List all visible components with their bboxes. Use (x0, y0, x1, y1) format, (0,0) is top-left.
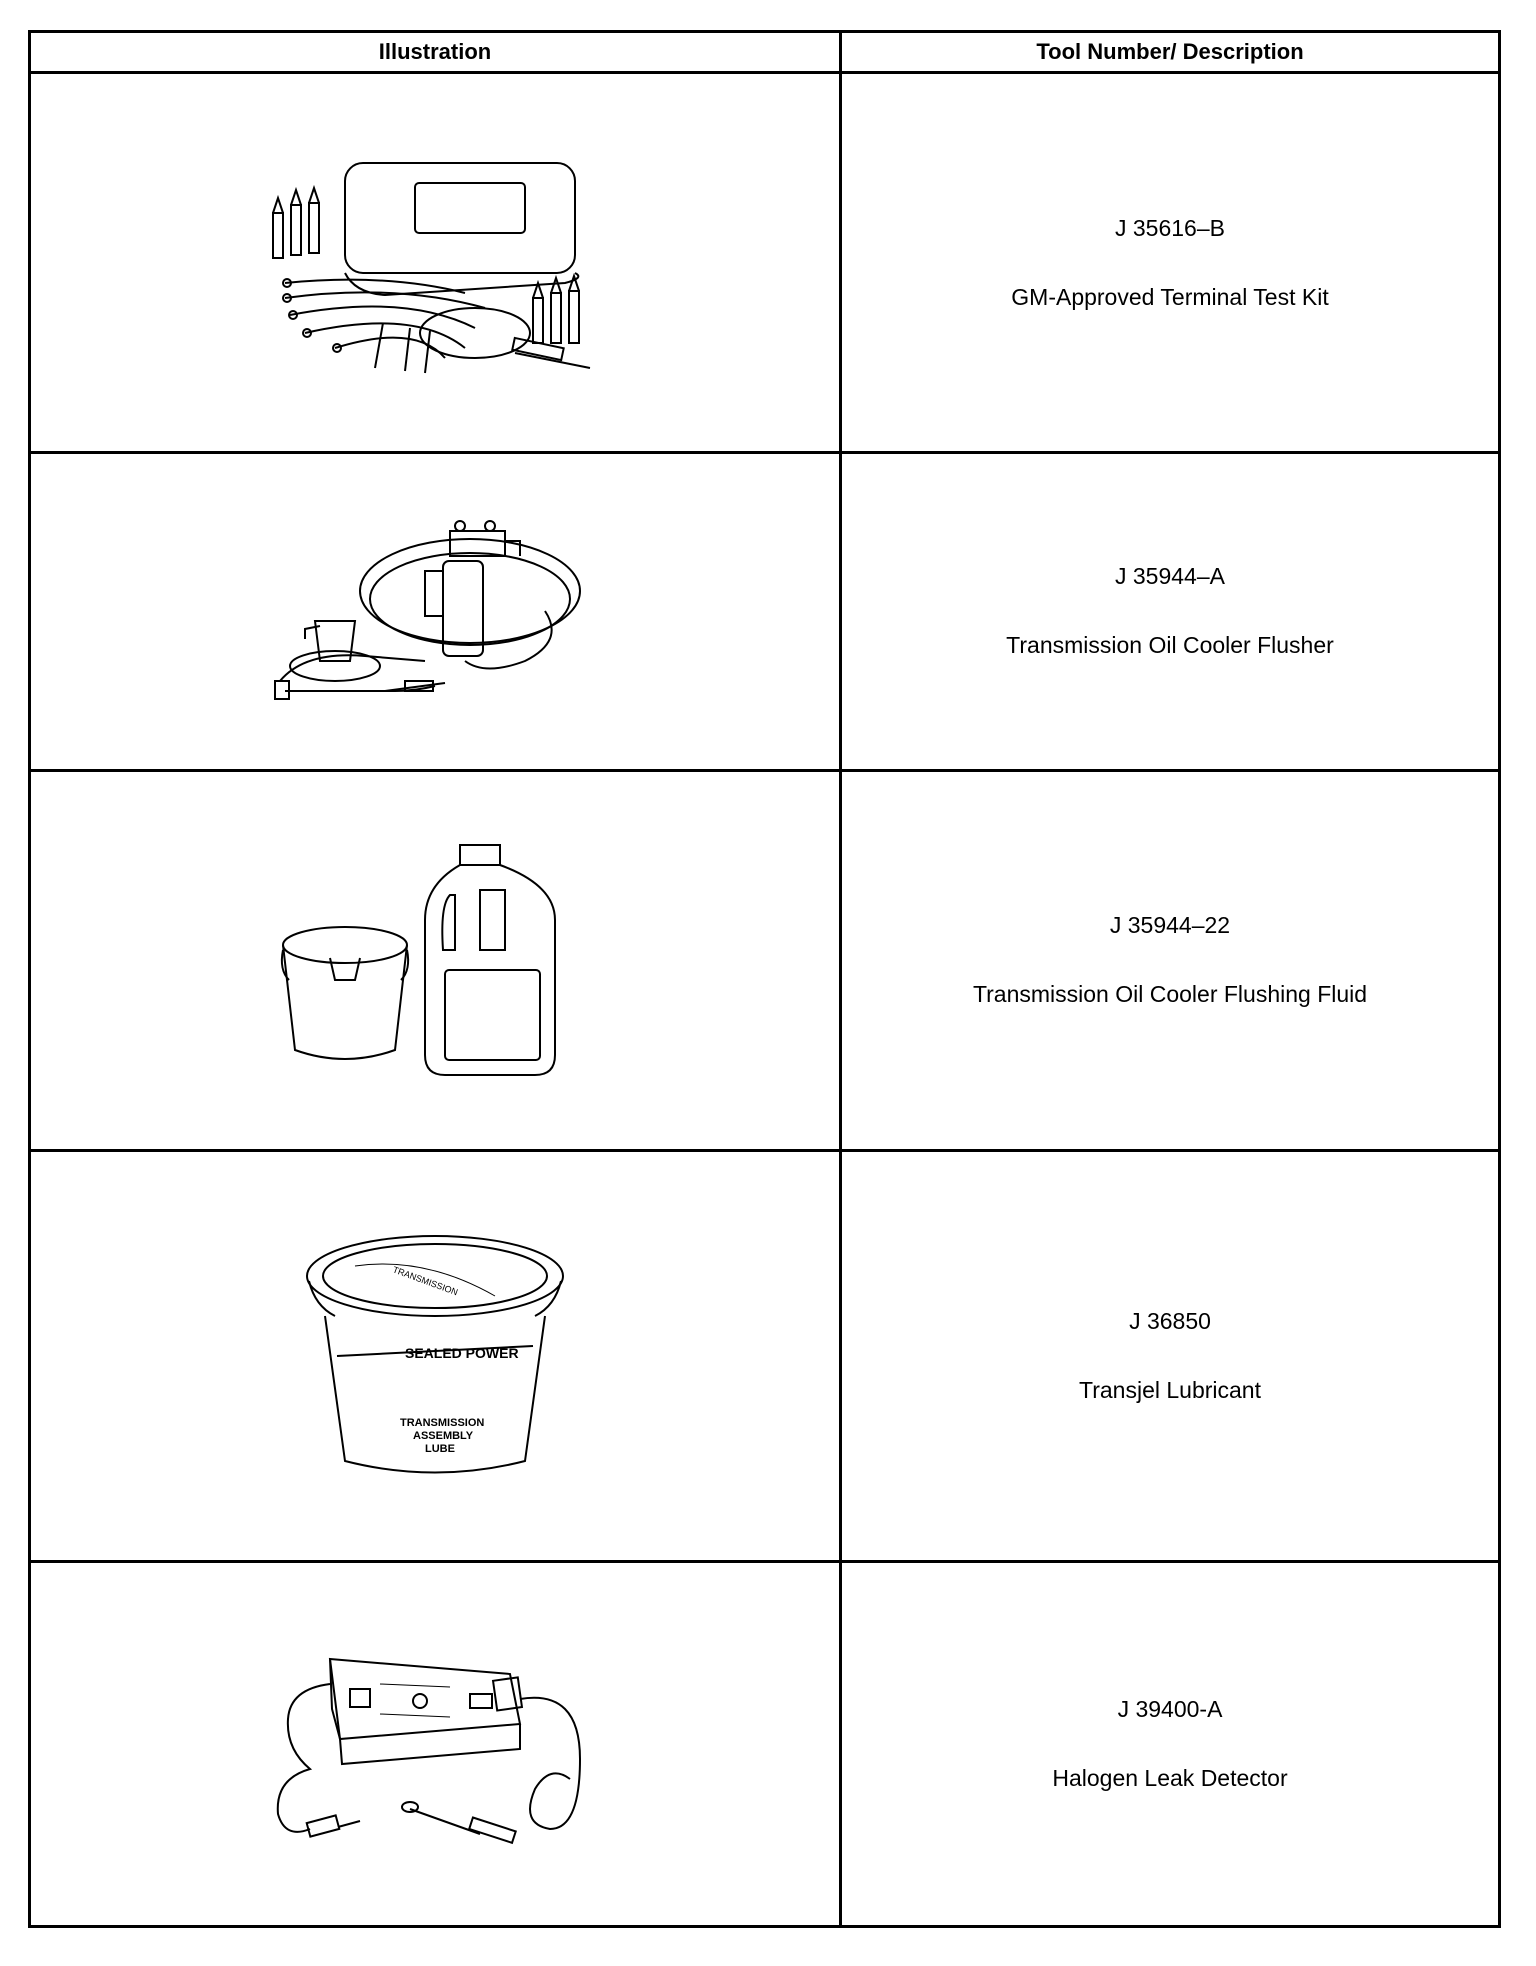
table-row (30, 453, 1500, 771)
terminal-test-kit-icon (265, 143, 605, 383)
tool-number: J 35944–A (1115, 563, 1225, 590)
tool-number: J 35616–B (1115, 214, 1225, 241)
tool-description: Halogen Leak Detector (1052, 1765, 1288, 1792)
description-cell (841, 1150, 1500, 1561)
illustration-cell (30, 1562, 841, 1927)
lid-label-text: TRANSMISSION (391, 1264, 460, 1298)
description-cell (841, 1562, 1500, 1927)
transjel-lubricant-icon (295, 1226, 575, 1486)
tool-number: J 35944–22 (1109, 912, 1231, 939)
tool-description: Transjel Lubricant (1079, 1377, 1261, 1404)
tool-header: Tool Number/ Description (841, 32, 1500, 73)
flushing-fluid-icon (275, 840, 595, 1080)
description-cell (841, 770, 1500, 1150)
illustration-cell (30, 453, 841, 771)
brand-label-text: SEALED POWER (405, 1345, 519, 1362)
table-row (30, 770, 1500, 1150)
illustration-cell (30, 770, 841, 1150)
illustration-header: Illustration (30, 32, 841, 73)
tool-description: Transmission Oil Cooler Flusher (1006, 632, 1334, 659)
description-cell (841, 73, 1500, 453)
product-label-line2: ASSEMBLY (413, 1430, 474, 1443)
tool-description: GM-Approved Terminal Test Kit (1011, 283, 1329, 310)
tool-number: J 39400-A (1117, 1696, 1223, 1723)
illustration-cell (30, 73, 841, 453)
description-cell (841, 453, 1500, 771)
product-label-line3: LUBE (425, 1443, 455, 1456)
table-row (30, 1150, 1500, 1561)
halogen-leak-detector-icon (270, 1629, 600, 1859)
tool-description: Transmission Oil Cooler Flushing Fluid (972, 981, 1368, 1008)
table-row (30, 73, 1500, 453)
table-row (30, 1562, 1500, 1927)
header-row (30, 32, 1500, 73)
oil-cooler-flusher-icon (265, 511, 605, 711)
tool-number: J 36850 (1129, 1308, 1211, 1335)
special-tools-table (28, 30, 1501, 1928)
product-label-line1: TRANSMISSION (400, 1417, 485, 1430)
illustration-cell (30, 1150, 841, 1561)
